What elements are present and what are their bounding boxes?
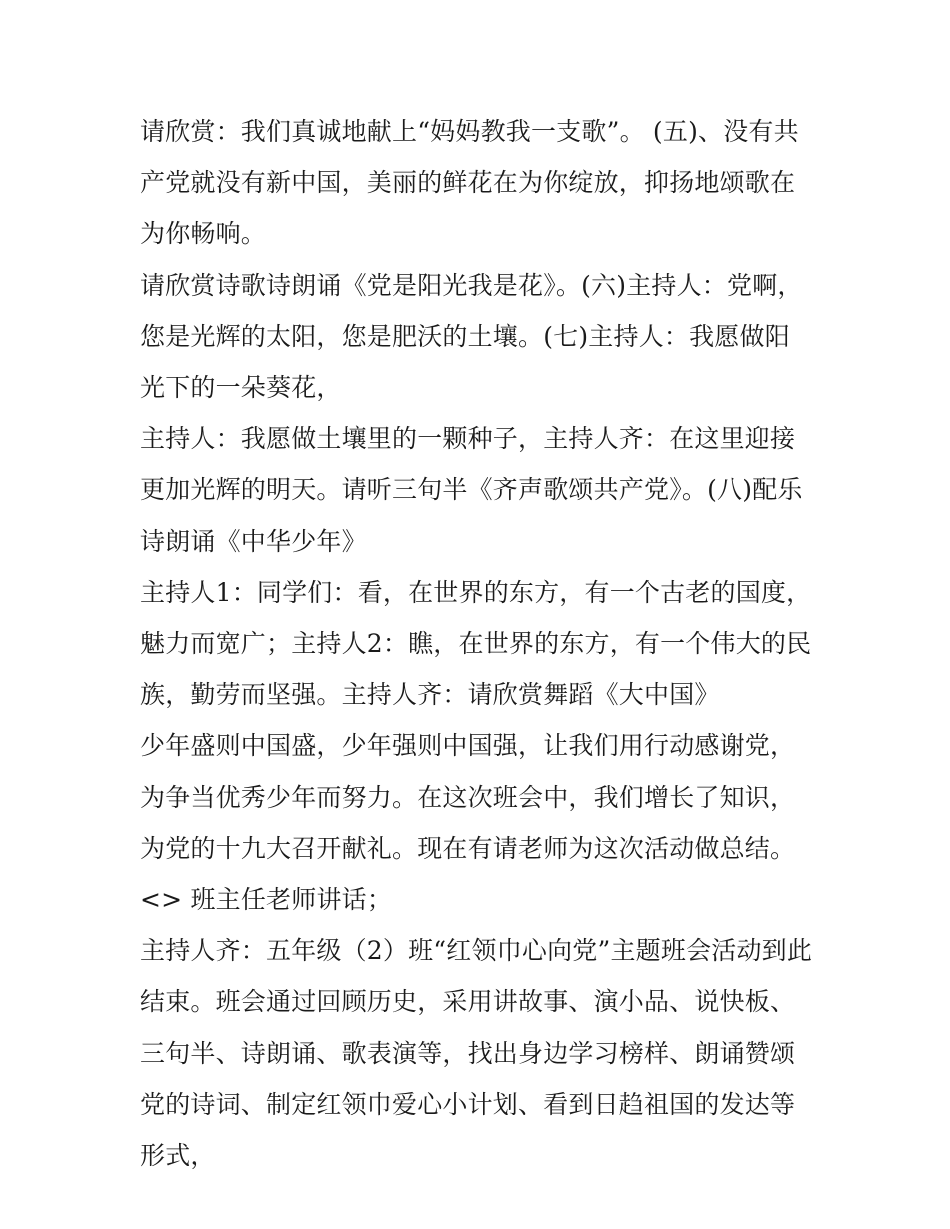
paragraph-2: 请欣赏诗歌诗朗诵《党是阳光我是花》。(六)主持人：党啊，您是光辉的太阳，您是肥沃的土壤。(七)主持人：我愿做阳光下的一朵葵花， xyxy=(140,270,803,403)
document-body xyxy=(140,106,815,1181)
paragraph-5: 少年盛则中国盛，少年强则中国强，让我们用行动感谢党，为争当优秀少年而努力。在这次班会中，我们增长了知识，为党的十九大召开献礼。现在有请老师为这次活动做总结。 xyxy=(140,731,796,863)
paragraph-4: 主持人1：同学们：看，在世界的东方，有一个古老的国度，魅力而宽广；主持人2：瞧，在世界的东方，有一个伟大的民族，勤劳而坚强。主持人齐：请欣赏舞蹈《大中国》 xyxy=(140,577,812,710)
paragraph-7: 主持人齐：五年级（2）班“红领巾心向党”主题班会活动到此结束。班会通过回顾历史，采用讲故事、演小品、说快板、三句半、诗朗诵、歌表演等，找出身边学习榜样、朗诵赞颂党的诗词、制定红领巾爱心小计划、看到日趋祖国的发达等形式， xyxy=(140,936,813,1171)
paragraph-3: 主持人：我愿做土壤里的一颗种子，主持人齐：在这里迎接更加光辉的明天。请听三句半《齐声歌颂共产党》。(八)配乐诗朗诵《中华少年》 xyxy=(140,424,803,556)
paragraph-6: <> 班主任老师讲话； xyxy=(140,885,393,915)
paragraph-1: 请欣赏：我们真诚地献上“妈妈教我一支歌”。 (五)、没有共产党就没有新中国，美丽的鲜花在为你绽放，抑扬地颂歌在为你畅响。 xyxy=(140,117,799,249)
